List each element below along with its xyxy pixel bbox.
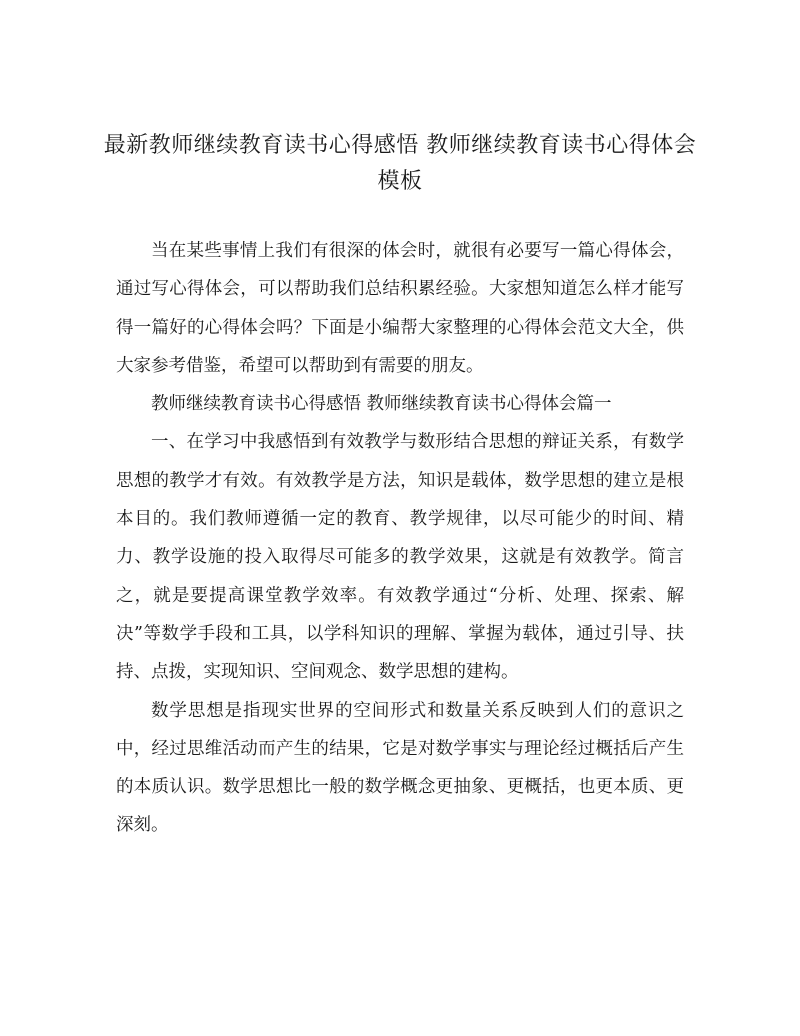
body-paragraph: 数学思想是指现实世界的空间形式和数量关系反映到人们的意识之中，经过思维活动而产生的结果，它是对数学事实与理论经过概括后产生的本质认识。数学思想比一般的数学概念更抽象、更概括，也更本质、更深刻。: [116, 700, 684, 836]
document-title: [100, 128, 700, 200]
document-body: [116, 232, 684, 845]
title-line-1: 最新教师继续教育读书心得感悟 教师继续教育读书心得体会: [103, 133, 697, 158]
title-line-2: 模板: [377, 169, 423, 194]
intro-paragraph: 当在某些事情上我们有很深的体会时，就很有必要写一篇心得体会，通过写心得体会，可以帮助我们总结积累经验。大家想知道怎么样才能写得一篇好的心得体会吗？下面是小编帮大家整理的心得体会范文大全，供大家参考借鉴，希望可以帮助到有需要的朋友。: [116, 241, 684, 376]
body-paragraph: 一、在学习中我感悟到有效教学与数形结合思想的辩证关系，有数学思想的教学才有效。有效教学是方法，知识是载体，数学思想的建立是根本目的。我们教师遵循一定的教育、教学规律，以尽可能少的时间、精力、教学设施的投入取得尽可能多的教学效果，这就是有效教学。简言之，就是要提高课堂教学效率。有效教学通过“分析、处理、探索、解决”等数学手段和工具，以学科知识的理解、掌握为载体，通过引导、扶持、点拨，实现知识、空间观念、数学思想的建构。: [116, 432, 684, 683]
section-heading: 教师继续教育读书心得感悟 教师继续教育读书心得体会篇一: [151, 394, 612, 415]
